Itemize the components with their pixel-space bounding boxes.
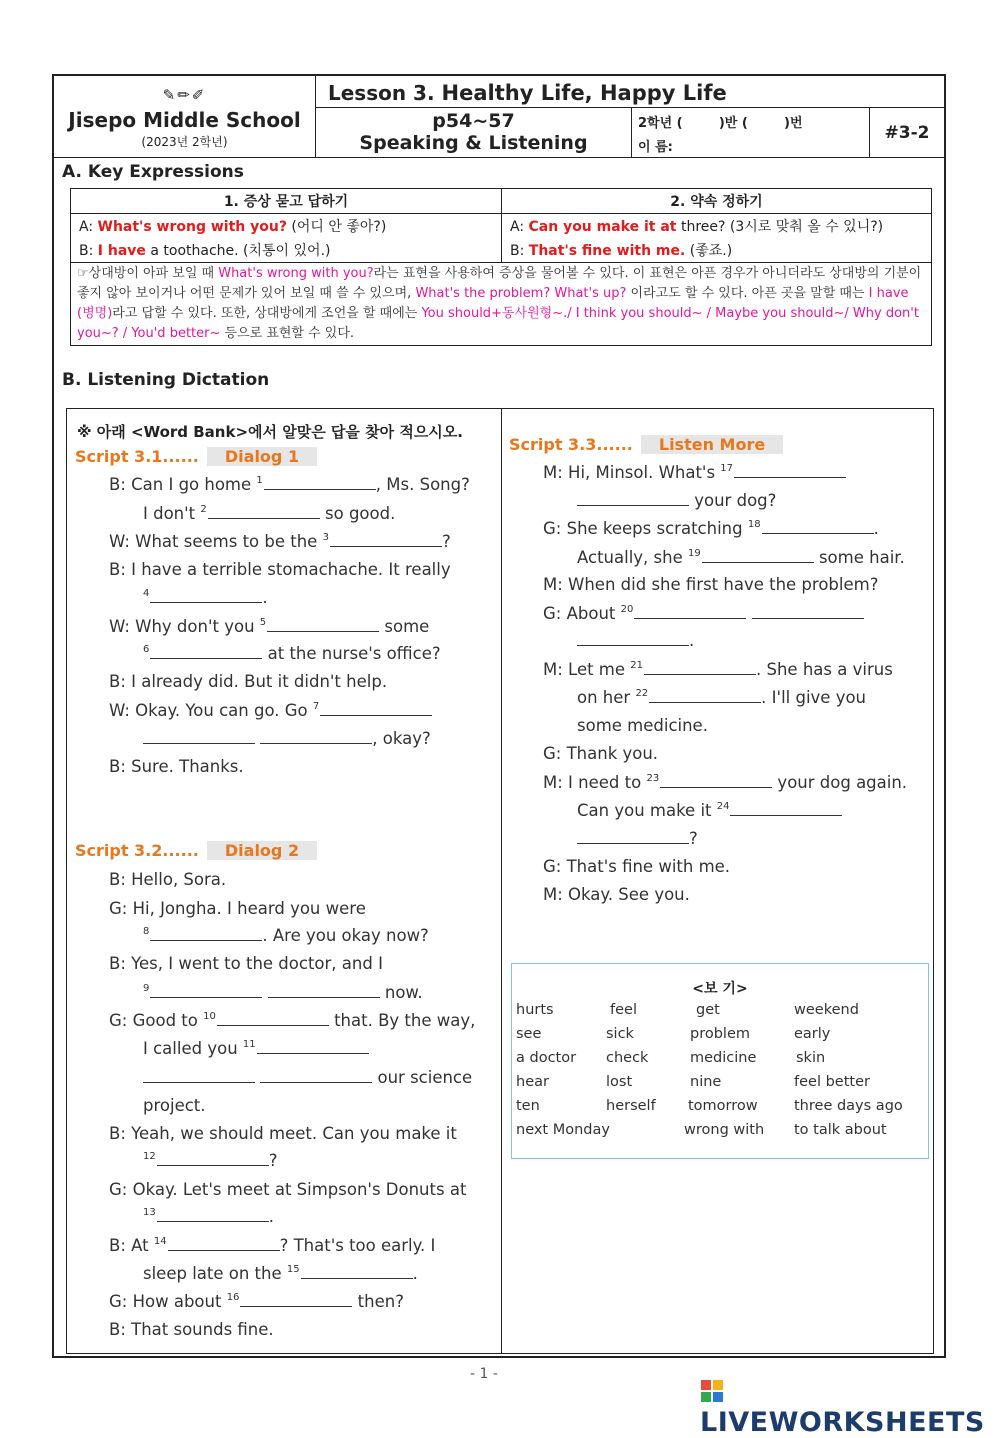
dialog-line: ? xyxy=(577,829,698,848)
word-bank-item: early xyxy=(794,1026,831,1042)
dictation-box xyxy=(66,408,934,1354)
answer-blank[interactable] xyxy=(267,617,379,632)
explanation-note: ☞상대방이 아파 보일 때 What's wrong with you?라는 표현을 사용하여 증상을 물어볼 수 있다. 이 표현은 아픈 경우가 아니더라도 상대방의 기분이 좋지 않아 보이거나 어떤 문제가 있어 보일 때 쓸 수 있으며, What's the problem? What's up? 이라고도 할 수 있다. 아픈 곳을 말할 때는 I have (병명)라고 답할 수 있다. 또한, 상대방에게 조언을 할 때에는 You should+동사원형~./ I think you should~ / Maybe you should~/ Why don't you~? / You'd better~ 등으로 표현할 수 있다. xyxy=(71,262,931,345)
worksheet-header xyxy=(54,76,944,158)
dialog-line: I don't $^2$ so good. xyxy=(143,504,396,523)
dialog-line: B: Hello, Sora. xyxy=(109,870,227,889)
dialog-line: $^{12}$ ? xyxy=(143,1151,278,1170)
word-bank-item: wrong with xyxy=(684,1122,765,1138)
dialog-line: $^6$ at the nurse's office? xyxy=(143,644,441,663)
word-bank xyxy=(511,963,929,1159)
dialog-line: W: Why don't you $^5$ some xyxy=(109,617,430,636)
answer-blank[interactable] xyxy=(577,491,689,506)
dialog-line: M: Let me $^{21}$ . She has a virus xyxy=(543,660,893,679)
answer-blank[interactable] xyxy=(268,983,380,998)
col2-header: 2. 약속 정하기 xyxy=(501,189,931,214)
liveworksheets-logo xyxy=(700,1376,1000,1438)
dialog-line: $^{13}$ . xyxy=(143,1207,274,1226)
dialog-line: G: About $^{20}$ xyxy=(543,604,864,623)
dialog-line: $^4$ . xyxy=(143,588,268,607)
dialog-line: B: At $^{14}$ ? That's too early. I xyxy=(109,1236,436,1255)
answer-blank[interactable] xyxy=(150,926,262,941)
expression-cell: B: I have a toothache. (치통이 있어.) xyxy=(79,243,331,259)
word-bank-item: to talk about xyxy=(794,1122,887,1138)
table-row xyxy=(71,214,931,238)
answer-blank[interactable] xyxy=(264,475,376,490)
dialog-line: B: That sounds fine. xyxy=(109,1320,274,1339)
column-divider xyxy=(501,409,502,1353)
dialog-line: B: Sure. Thanks. xyxy=(109,757,244,776)
word-bank-item: lost xyxy=(606,1074,633,1090)
dialog-line: G: Hi, Jongha. I heard you were xyxy=(109,899,366,918)
word-bank-item: herself xyxy=(606,1098,656,1114)
answer-blank[interactable] xyxy=(157,1207,269,1222)
answer-blank[interactable] xyxy=(660,773,772,788)
dialog-line: I called you $^{11}$ xyxy=(143,1039,369,1058)
word-bank-item: sick xyxy=(606,1026,634,1042)
word-bank-item: three days ago xyxy=(794,1098,903,1114)
word-bank-item: next Monday xyxy=(516,1122,610,1138)
dialog-line: $^9$ now. xyxy=(143,983,423,1002)
word-bank-item: feel better xyxy=(794,1074,870,1090)
dialog-line: Actually, she $^{19}$ some hair. xyxy=(577,548,905,567)
answer-blank[interactable] xyxy=(260,729,372,744)
col1-header: 1. 증상 묻고 답하기 xyxy=(71,189,501,214)
word-bank-item: see xyxy=(516,1026,542,1042)
dialog-line: project. xyxy=(143,1096,206,1115)
word-bank-item: nine xyxy=(690,1074,722,1090)
word-bank-item: a doctor xyxy=(516,1050,577,1066)
dialog-line: W: Okay. You can go. Go $^7$ xyxy=(109,701,432,720)
answer-blank[interactable] xyxy=(168,1236,280,1251)
answer-blank[interactable] xyxy=(157,1151,269,1166)
lesson-name: Healthy Life, Happy Life xyxy=(441,81,727,105)
answer-blank[interactable] xyxy=(150,983,262,998)
section-a-title: A. Key Expressions xyxy=(62,162,244,182)
answer-blank[interactable] xyxy=(577,829,689,844)
dialog-line: W: What seems to be the $^3$ ? xyxy=(109,532,451,551)
dialog-line: $^8$ . Are you okay now? xyxy=(143,926,429,945)
script-3-2-header: Script 3.2...... Dialog 2 xyxy=(75,841,317,860)
answer-blank[interactable] xyxy=(762,519,874,534)
dialog-line: G: Okay. Let's meet at Simpson's Donuts at xyxy=(109,1180,467,1199)
word-bank-item: skin xyxy=(796,1050,826,1066)
lesson-number: Lesson 3. xyxy=(328,81,435,105)
dialog-line: B: I already did. But it didn't help. xyxy=(109,672,388,691)
script-3-3-header: Script 3.3...... Listen More xyxy=(509,435,783,454)
dialog-line: G: Thank you. xyxy=(543,744,659,763)
answer-blank[interactable] xyxy=(217,1011,329,1026)
class-line[interactable]: 2학년 ( )반 ( )번 xyxy=(638,116,803,131)
word-bank-item: check xyxy=(606,1050,649,1066)
answer-blank[interactable] xyxy=(208,504,320,519)
answer-blank[interactable] xyxy=(577,631,689,646)
answer-blank[interactable] xyxy=(150,588,262,603)
answer-blank[interactable] xyxy=(752,604,864,619)
dialog-line: Can you make it $^{24}$ xyxy=(577,801,842,820)
page-number: - 1 - xyxy=(470,1366,498,1382)
expression-cell: A: What's wrong with you? (어디 안 좋아?) xyxy=(79,219,387,235)
expression-cell: B: That's fine with me. (좋죠.) xyxy=(501,238,931,262)
section-b-title: B. Listening Dictation xyxy=(62,370,270,390)
script-3-1-header: Script 3.1...... Dialog 1 xyxy=(75,447,317,466)
word-bank-title: <보 기> xyxy=(692,981,748,997)
answer-blank[interactable] xyxy=(150,644,262,659)
word-bank-item: problem xyxy=(690,1026,750,1042)
dialog-line: your dog? xyxy=(577,491,776,510)
table-row xyxy=(71,238,931,262)
dialog-line: G: She keeps scratching $^{18}$ . xyxy=(543,519,879,538)
dialog-line: B: Can I go home $^1$ , Ms. Song? xyxy=(109,475,470,494)
key-expressions-table xyxy=(70,188,932,346)
liveworksheets-logo-icon xyxy=(700,1379,724,1403)
word-bank-item: ten xyxy=(516,1098,540,1114)
answer-blank[interactable] xyxy=(143,1068,255,1083)
table-header-row xyxy=(71,189,931,214)
answer-blank[interactable] xyxy=(260,1068,372,1083)
subtitle: Speaking & Listening xyxy=(359,132,588,154)
lesson-title xyxy=(316,76,944,108)
answer-blank[interactable] xyxy=(143,729,255,744)
dialog-line: M: I need to $^{23}$ your dog again. xyxy=(543,773,908,792)
word-bank-item: hurts xyxy=(516,1002,554,1018)
dialog-line: on her $^{22}$ . I'll give you xyxy=(577,688,867,707)
school-name: Jisepo Middle School xyxy=(68,108,301,132)
page-range: p54~57 xyxy=(432,110,515,132)
worksheet-number: #3-2 xyxy=(884,123,930,143)
answer-blank[interactable] xyxy=(257,1039,369,1054)
dialog-line: some medicine. xyxy=(577,716,708,735)
answer-blank[interactable] xyxy=(734,463,846,478)
answer-blank[interactable] xyxy=(702,548,814,563)
dialog-line: G: How about $^{16}$ then? xyxy=(109,1292,404,1311)
page-range-cell xyxy=(316,108,632,158)
word-bank-item: tomorrow xyxy=(688,1098,758,1114)
dialog-line: M: When did she first have the problem? xyxy=(543,575,879,594)
word-bank-item: feel xyxy=(610,1002,637,1018)
instruction: ※ 아래 <Word Bank>에서 알맞은 답을 찾아 적으시오. xyxy=(77,423,463,441)
school-cell xyxy=(54,76,316,158)
class-info-cell xyxy=(632,108,870,158)
answer-blank[interactable] xyxy=(730,801,842,816)
answer-blank[interactable] xyxy=(301,1264,413,1279)
dialog-line: sleep late on the $^{15}$ . xyxy=(143,1264,418,1283)
school-term: (2023년 2학년) xyxy=(141,135,228,149)
dialog-line: B: Yeah, we should meet. Can you make it xyxy=(109,1124,457,1143)
name-line[interactable]: 이 름: xyxy=(638,140,673,155)
dialog-line: . xyxy=(577,631,694,650)
answer-blank[interactable] xyxy=(320,701,432,716)
answer-blank[interactable] xyxy=(240,1292,352,1307)
expression-cell: A: Can you make it at three? (3시로 맞춰 올 수 있니?) xyxy=(501,214,931,238)
dialog-line: our science xyxy=(143,1068,472,1087)
word-bank-item: hear xyxy=(516,1074,549,1090)
dialog-line: M: Okay. See you. xyxy=(543,885,690,904)
dialog-line: M: Hi, Minsol. What's $^{17}$ xyxy=(543,463,846,482)
dialog-line: B: I have a terrible stomachache. It really xyxy=(109,560,451,579)
dialog-line: B: Yes, I went to the doctor, and I xyxy=(109,954,383,973)
word-bank-item: medicine xyxy=(690,1050,757,1066)
dialog-line: G: That's fine with me. xyxy=(543,857,731,876)
answer-blank[interactable] xyxy=(634,604,746,619)
answer-blank[interactable] xyxy=(330,532,442,547)
dialog-line: G: Good to $^{10}$ that. By the way, xyxy=(109,1011,476,1030)
pencil-icons: ✎✏✐ xyxy=(162,86,207,104)
answer-blank[interactable] xyxy=(649,688,761,703)
dialog-line: , okay? xyxy=(143,729,431,748)
answer-blank[interactable] xyxy=(644,660,756,675)
worksheet-frame xyxy=(52,74,946,1358)
word-bank-item: weekend xyxy=(794,1002,859,1018)
word-bank-item: get xyxy=(696,1002,720,1018)
liveworksheets-logo-text: LIVEWORKSHEETS xyxy=(700,1407,985,1438)
